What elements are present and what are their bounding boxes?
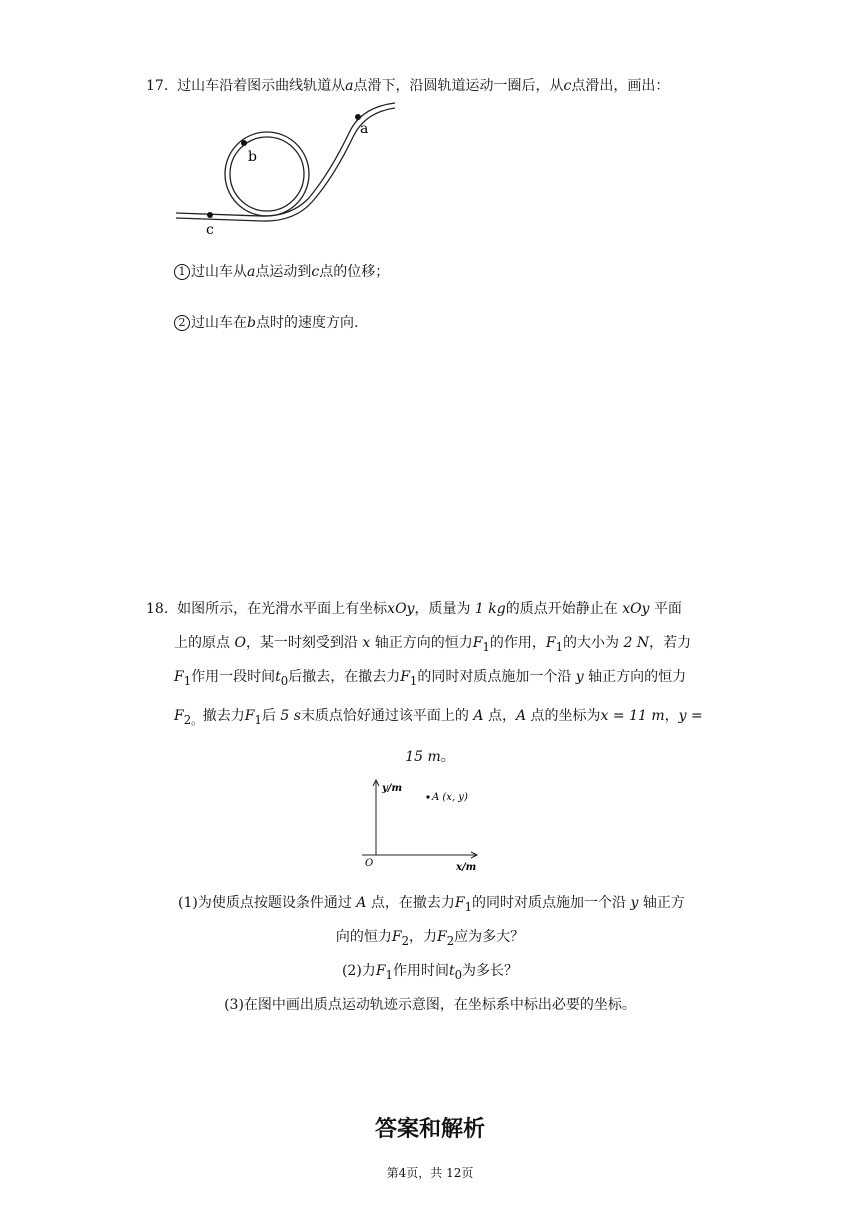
circled-marker-1: 1 — [174, 264, 190, 280]
label-c: c — [206, 222, 214, 238]
point-A-label: A (x, y) — [432, 792, 468, 803]
q18-line3: $F_1$作用一段时间$t_0$后撤去，在撤去力$F_1$的同时对质点施加一个沿 y 轴正方向的恒力 — [174, 669, 687, 688]
origin-label: O — [365, 858, 374, 869]
q18-number: 18. — [146, 601, 169, 617]
loop-track-inner-ring — [230, 137, 304, 211]
x-axis-label: x/m — [456, 862, 477, 873]
loop-track-outer-ring — [225, 132, 309, 216]
point-c-marker — [207, 212, 213, 218]
point-a-marker — [355, 114, 361, 120]
q18-sub1-line1: (1)为使质点按题设条件通过 A 点，在撤去力$F_1$的同时对质点施加一个沿 y 轴正方 — [178, 895, 685, 914]
q18-line4: $F_{2。}$撤去力$F_1$后 5 s末质点恰好通过该平面上的 A 点，A 点的坐标为x = 11 m，y = — [174, 708, 703, 727]
q18-line2: 上的原点 O，某一时刻受到沿 x 轴正方向的恒力$F_1$的作用，$F_1$的大小为 2 N，若力 — [174, 635, 692, 654]
q18-sub3: (3)在图中画出质点运动轨迹示意图，在坐标系中标出必要的坐标。 — [224, 997, 636, 1013]
label-b: b — [248, 149, 257, 165]
q17-number: 17. — [146, 78, 169, 94]
point-A-marker — [426, 795, 429, 798]
circled-marker-2: 2 — [174, 315, 190, 331]
q18-sub1-line2: 向的恒力$F_2$，力$F_2$应为多大？ — [335, 929, 525, 948]
coordinate-figure — [360, 775, 485, 875]
track-outer-line — [176, 103, 395, 216]
section-heading: 答案和解析 — [374, 1117, 485, 1142]
label-a: a — [360, 121, 369, 137]
y-axis-label: y/m — [382, 783, 403, 794]
q17-stem: 17. 过山车沿着图示曲线轨道从a点滑下，沿圆轨道运动一圈后，从c点滑出，画出： — [146, 78, 670, 94]
q18-line1: 18. 如图所示，在光滑水平面上有坐标xOy，质量为 1 kg的质点开始静止在 xOy 平面 — [146, 601, 682, 617]
point-b-marker — [241, 140, 247, 146]
q17-item2: 2 过山车在b点时的速度方向. — [174, 312, 358, 332]
q18-sub2: (2)力$F_1$作用时间$t_0$为多长？ — [341, 963, 519, 982]
q17-item1: 1 过山车从a点运动到c点的位移； — [174, 261, 389, 281]
page-footer: 第4页，共 12页 — [386, 1166, 474, 1180]
roller-coaster-figure — [170, 95, 405, 240]
q18-line5: 15 m。 — [405, 749, 455, 765]
